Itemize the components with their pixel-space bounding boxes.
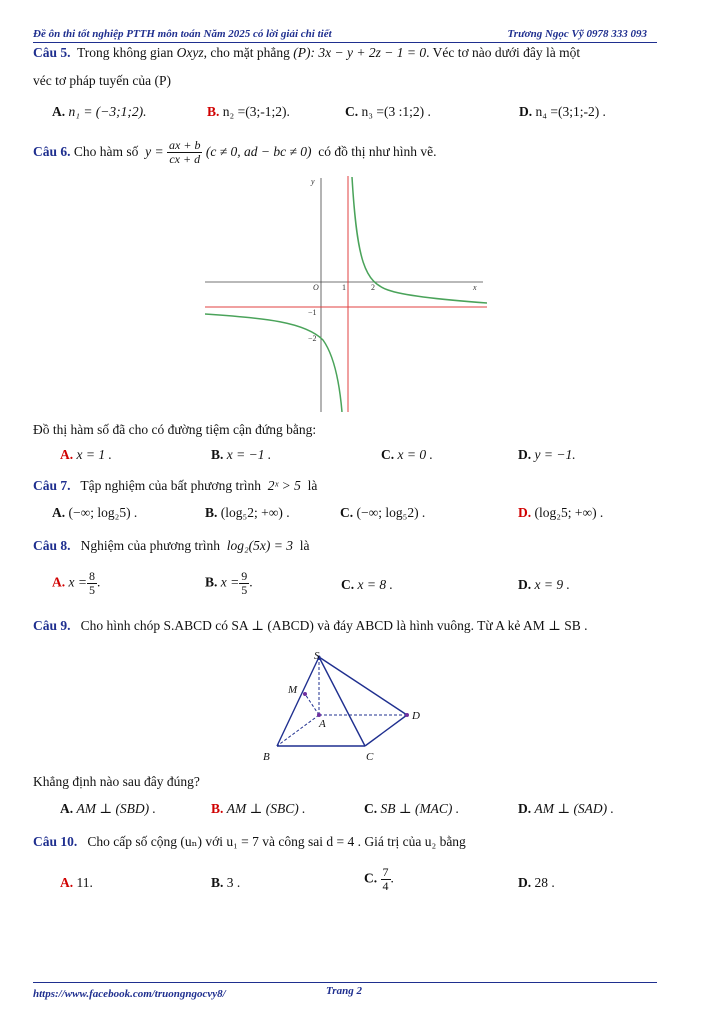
opt-text: (log₂5; +∞) .	[534, 505, 604, 520]
num: 8	[88, 569, 95, 583]
q6-option-d[interactable]	[518, 447, 576, 463]
y-axis-label: y	[311, 177, 315, 186]
opt-fraction	[381, 866, 391, 893]
tick-minus-2: −2	[308, 334, 317, 343]
q6-option-a[interactable]	[60, 447, 112, 463]
q6-text2: có đồ thị như hình vẽ.	[318, 144, 437, 159]
opt-label: B.	[207, 104, 220, 119]
den: 5	[241, 583, 248, 597]
q10-text: Cho cấp số cộng (uₙ) với u₁ = 7 và công sai d = 4 . Giá trị của u₂ bằng	[87, 834, 466, 849]
opt-label: A.	[60, 447, 74, 462]
opt-text: AM ⊥ (SAD) .	[534, 801, 614, 816]
opt-label: C.	[345, 104, 359, 119]
q6-num: ax + b	[169, 138, 201, 153]
q5-option-b[interactable]	[207, 104, 290, 120]
opt-label: C.	[364, 801, 378, 816]
q5-text: Trong không gian	[77, 45, 177, 60]
label-S: S	[314, 650, 320, 662]
opt-text: x = 1 .	[76, 447, 112, 462]
opt-text: x = 0 .	[397, 447, 433, 462]
q9-option-c[interactable]	[364, 801, 459, 817]
opt-text: n₁ = (−3;1;2).	[68, 104, 147, 119]
q6-option-c[interactable]	[381, 447, 433, 463]
opt-label: C.	[364, 870, 378, 886]
q7-option-a[interactable]	[52, 505, 137, 521]
edge-SC	[319, 657, 365, 746]
q8-option-d[interactable]	[518, 577, 570, 593]
question-9	[33, 617, 663, 635]
label-A: A	[319, 718, 326, 730]
q7-option-d[interactable]	[518, 505, 603, 521]
opt-text: y = −1.	[534, 447, 576, 462]
question-7	[33, 477, 663, 495]
q5-label: Câu 5.	[33, 45, 71, 60]
q6-label: Câu 6.	[33, 144, 71, 159]
q7-inequality: 2ˣ > 5	[267, 478, 301, 493]
q7-end: là	[307, 478, 318, 493]
q7-text: Tập nghiệm của bất phương trình	[80, 478, 261, 493]
opt-fraction	[239, 570, 249, 597]
q5-oxyz: Oxyz	[176, 45, 204, 60]
opt-label: D.	[519, 104, 533, 119]
q6-option-b[interactable]	[211, 447, 271, 463]
opt-label: B.	[205, 505, 218, 520]
den: 4	[382, 879, 389, 893]
opt-label: B.	[211, 801, 224, 816]
point-D	[405, 713, 409, 717]
opt-x: x =	[68, 574, 87, 590]
edge-SD	[319, 657, 407, 715]
page-number: Trang 2	[326, 985, 362, 997]
q8-option-a[interactable]	[52, 570, 100, 597]
label-M: M	[288, 684, 298, 696]
opt-label: D.	[518, 577, 532, 592]
opt-text: n₄ =(3;1;-2) .	[535, 104, 606, 119]
opt-label: C.	[341, 577, 355, 592]
opt-label: D.	[518, 447, 532, 462]
q10-option-b[interactable]	[211, 875, 240, 891]
opt-label: D.	[518, 875, 532, 890]
q5-text2: , cho mặt phẳng	[203, 45, 294, 60]
tick-minus-1: −1	[308, 308, 317, 317]
label-D: D	[412, 710, 420, 722]
q6-den: cx + d	[169, 152, 201, 167]
q8-end: là	[299, 538, 310, 553]
q9-option-b[interactable]	[211, 801, 305, 817]
opt-label: C.	[340, 505, 354, 520]
num: 7	[382, 865, 389, 879]
q10-label: Câu 10.	[33, 834, 78, 849]
hyperbola-graph	[205, 172, 487, 412]
edge-SB	[277, 657, 319, 746]
opt-label: B.	[211, 447, 224, 462]
question-10	[33, 833, 663, 851]
q7-option-c[interactable]	[340, 505, 425, 521]
q10-option-d[interactable]	[518, 875, 555, 891]
q5-line2: véc tơ pháp tuyến của (P)	[33, 73, 171, 88]
opt-text: 3 .	[226, 875, 241, 890]
opt-text: x = 8 .	[357, 577, 393, 592]
opt-label: B.	[205, 574, 218, 590]
q8-label: Câu 8.	[33, 538, 71, 553]
footer-link[interactable]: https://www.facebook.com/truongngocvy8/	[33, 988, 226, 1000]
opt-text: (−∞; log₂5) .	[68, 505, 138, 520]
opt-text: AM ⊥ (SBC) .	[226, 801, 306, 816]
edge-CD	[365, 715, 407, 746]
opt-end: .	[390, 870, 394, 886]
q6-text: Cho hàm số	[73, 144, 139, 159]
point-M	[303, 692, 307, 696]
num: 9	[241, 569, 248, 583]
q7-label: Câu 7.	[33, 478, 71, 493]
header-title: Đề ôn thi tốt nghiệp PTTH môn toán Năm 2025 có lời giải chi tiết	[33, 28, 332, 40]
opt-label: A.	[60, 801, 74, 816]
opt-text: n₃ =(3 :1;2) .	[361, 104, 431, 119]
q9-question: Khẳng định nào sau đây đúng?	[33, 774, 200, 789]
q8-option-b[interactable]	[205, 570, 253, 597]
opt-end: .	[249, 574, 253, 590]
lower-branch	[205, 314, 342, 412]
opt-label: D.	[518, 801, 532, 816]
opt-text: (−∞; log₅2) .	[356, 505, 426, 520]
opt-label: A.	[60, 875, 74, 890]
q5-plane: (P): 3x − y + 2z − 1 = 0	[293, 45, 427, 60]
q10-option-a[interactable]	[60, 875, 93, 891]
question-8	[33, 537, 663, 555]
opt-text: 28 .	[534, 875, 555, 890]
opt-text: n₂ =(3;-1;2).	[222, 104, 290, 119]
q6-question: Đồ thị hàm số đã cho có đường tiệm cận đứng bằng:	[33, 422, 317, 437]
q5-option-c[interactable]	[345, 104, 431, 120]
q9-text: Cho hình chóp S.ABCD có SA ⊥ (ABCD) và đáy ABCD là hình vuông. Từ A kẻ AM ⊥ SB .	[80, 618, 588, 633]
q5-option-a[interactable]	[52, 104, 147, 120]
q6-fraction	[167, 139, 202, 166]
edge-AB	[277, 715, 319, 746]
q8-option-c[interactable]	[341, 577, 393, 593]
q6-y: y =	[145, 144, 164, 159]
opt-text: SB ⊥ (MAC) .	[380, 801, 460, 816]
question-6	[33, 136, 663, 168]
page-footer	[33, 982, 657, 1000]
opt-text: (log₅2; +∞) .	[220, 505, 290, 520]
opt-label: A.	[52, 574, 66, 590]
point-A	[317, 713, 321, 717]
q5-text3: . Véc tơ nào dưới đây là một	[426, 45, 581, 60]
opt-text: AM ⊥ (SBD) .	[76, 801, 156, 816]
q10-option-c[interactable]	[364, 866, 394, 893]
den: 5	[88, 583, 95, 597]
pyramid-figure	[255, 646, 435, 766]
q6-cond: (c ≠ 0, ad − bc ≠ 0)	[205, 144, 312, 159]
opt-text: x = 9 .	[534, 577, 570, 592]
opt-x: x =	[220, 574, 240, 590]
question-5	[33, 44, 663, 62]
opt-text: x = −1 .	[226, 447, 272, 462]
opt-label: C.	[381, 447, 395, 462]
opt-end: .	[96, 574, 101, 590]
q8-text: Nghiệm của phương trình	[80, 538, 220, 553]
label-B: B	[263, 751, 270, 763]
opt-label: A.	[52, 104, 66, 119]
q9-option-d[interactable]	[518, 801, 614, 817]
origin-label: O	[313, 283, 319, 292]
page-header	[33, 26, 657, 43]
opt-label: D.	[518, 505, 532, 520]
tick-1: 1	[342, 283, 346, 292]
header-author: Trương Ngọc Vỹ 0978 333 093	[507, 28, 647, 40]
tick-2: 2	[371, 283, 375, 292]
x-axis-label: x	[473, 283, 477, 292]
q8-equation: log₂(5x) = 3	[226, 538, 293, 553]
label-C: C	[366, 751, 374, 763]
opt-fraction	[87, 570, 97, 597]
opt-label: A.	[52, 505, 66, 520]
q9-option-a[interactable]	[60, 801, 156, 817]
segment-AM	[305, 694, 319, 715]
q5-option-d[interactable]	[519, 104, 606, 120]
opt-text: 11.	[76, 875, 93, 890]
q9-label: Câu 9.	[33, 618, 71, 633]
q7-option-b[interactable]	[205, 505, 290, 521]
opt-label: B.	[211, 875, 224, 890]
